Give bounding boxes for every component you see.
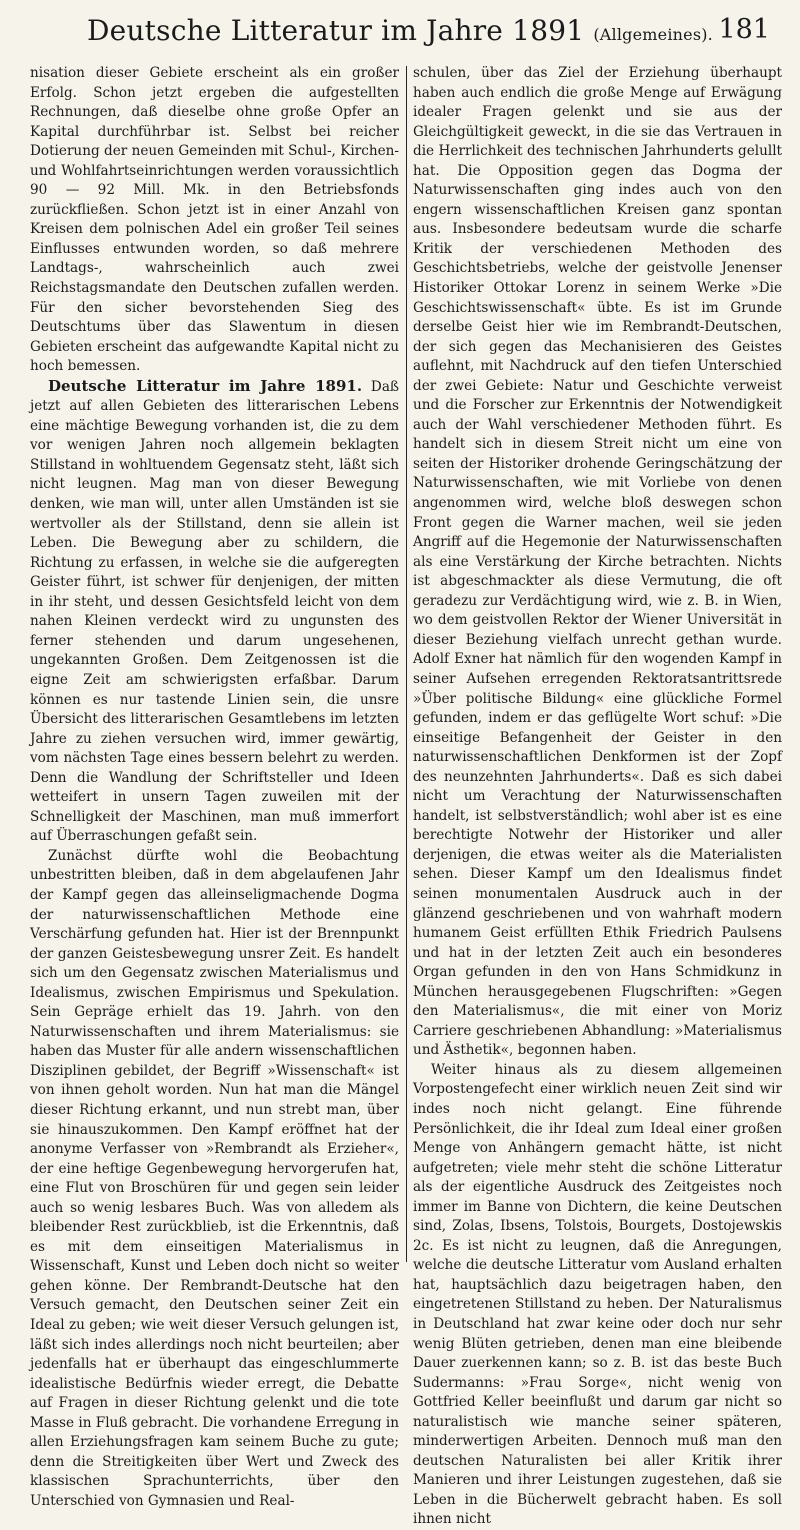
page-number: 181 [718, 14, 770, 45]
section-heading: Deutsche Litteratur im Jahre 1891. [48, 376, 363, 395]
column-divider [406, 66, 407, 1262]
running-header [30, 14, 770, 54]
section-paragraph [30, 377, 399, 847]
paragraph: Zunächst dürfte wohl die Beobachtung unbestritten bleiben, daß in dem abgelaufenen Jahr der Kampf gegen das alleinseligmachende Dogma der naturwissenschaftlichen Methode eine Verschärfung gefunden hat. Hier ist der Brennpunkt der ganzen Geistesbewegung unsrer Zeit. Es handelt sich um den Gegensatz zwischen Materialismus und Idealismus, zwischen Empirismus und Spekulation. Sein Gepräge erhielt das 19. Jahrh. von den Naturwissenschaften und ihrem Materialismus: sie haben das Muster für alle andern wissenschaftlichen Disziplinen gebildet, der Begriff »Wissenschaft« ist von ihnen geholt worden. Nun hat man die Mängel dieser Richtung erkannt, und nun strebt man, über sie hinauszukommen. Den Kampf eröffnet hat der anonyme Verfasser von »Rembrandt als Erzieher«, der eine heftige Gegenbewegung hervorgerufen hat, eine Flut von Broschüren für und gegen sein leider auch so wenig lesbares Buch. Was von alledem als bleibender Rest zurückblieb, ist die Erkenntnis, daß es mit dem einseitigen Materialismus in Wissenschaft, Kunst und Leben doch nicht so weiter gehen könne. Der Rembrandt-Deutsche hat den Versuch gemacht, den Deutschen seiner Zeit ein Ideal zu geben; wie weit dieser Versuch gelungen ist, läßt sich indes allerdings noch nicht beurteilen; aber jedenfalls hat er überhaupt das eingeschlummerte idealistische Bedürfnis wieder erregt, die Debatte auf Fragen in dieser Richtung gelenkt und die tote Masse in Fluß gebracht. Die vorhandene Erregung in allen Erziehungsfragen kam seinem Buche zu gute; denn die Streitigkeiten über Wert und Zweck des klassischen Sprachunterrichts, über den Unterschied von Gymnasien und Real- [30, 847, 399, 1509]
header-subtitle: (Allgemeines). [593, 25, 713, 44]
header-title-text: Deutsche Litteratur im Jahre 1891 [87, 14, 585, 47]
paragraph-text: Daß jetzt auf allen Gebieten des litterarischen Lebens eine mächtige Bewegung vorhanden ist, die zu dem vor wenigen Jahren noch allgemein beklagten Stillstand in wohltuendem Gegensatz steht, läßt sich nicht leugnen. Mag man von dieser Bewegung denken, wie man will, unter allen Umständen ist sie wertvoller als der Stillstand, denn sie allein ist Leben. Die Bewegung aber zu schildern, die Richtung zu erfassen, in welche sie die aufgeregten Geister führt, ist schwer für denjenigen, der mitten in ihr steht, und dessen Gesichtsfeld leicht von dem nahen Kleinen verdeckt wird zu ungunsten des ferner stehenden und darum ungesehenen, ungekannten Großen. Dem Zeitgenossen ist die eigne Zeit am schwierigsten erfaßbar. Darum können es nur tastende Linien sein, die unsre Übersicht des litterarischen Gesamtlebens im letzten Jahre zu ziehen versuchen wird, immer gewärtig, vom nächsten Tage eines bessern belehrt zu werden. Denn die Wandlung der Schriftsteller und Ideen wetteifert in unsern Tagen zuweilen mit der Schnelligkeit der Maschinen, man muß immerfort auf Überraschungen gefaßt sein. [30, 378, 400, 845]
paragraph: Weiter hinaus als zu diesem allgemeinen Vorpostengefecht einer wirklich neuen Zeit sind wir indes noch nicht gelangt. Eine führende Persönlichkeit, die ihr Ideal zum Ideal einer großen Menge von Anhängern gemacht hätte, ist nicht aufgetreten; viele mehr steht die schöne Litteratur als der eigentliche Ausdruck des Zeitgeistes noch immer im Banne von Dichtern, die keine Deutschen sind, Zolas, Ibsens, Tolstois, Bourgets, Dostojewskis 2c. Es ist nicht zu leugnen, daß die Anregungen, welche die deutsche Litteratur vom Ausland erhalten hat, hauptsächlich dazu beigetragen haben, den eingetretenen Stillstand zu heben. Der Naturalismus in Deutschland hat zwar keine oder doch nur sehr wenig Blüten getrieben, denen man eine bleibende Dauer zuerkennen kann; so z. B. ist das beste Buch Sudermanns: »Frau Sorge«, nicht wenig von Gottfried Keller beeinflußt und darum gar nicht so naturalistisch wie manche seiner späteren, minderwertigen Arbeiten. Dennoch muß man den deutschen Naturalisten bei aller Kritik ihrer Manieren und ihrer Leistungen zugestehen, daß sie Leben in die Bücherwelt gebracht haben. Es soll ihnen nicht [413, 1061, 782, 1528]
left-column [30, 64, 400, 1509]
header-title [87, 14, 713, 47]
right-column [413, 64, 782, 1528]
paragraph: nisation dieser Gebiete erscheint als ein großer Erfolg. Schon jetzt ergeben die aufgestellten Rechnungen, daß dieselbe ohne große Opfer an Kapital durchführbar ist. Selbst bei reicher Dotierung der neuen Gemeinden mit Schul-, Kirchen- und Wohlfahrtseinrichtungen werden voraussichtlich 90 — 92 Mill. Mk. in den Betriebsfonds zurückfließen. Schon jetzt ist in einer Anzahl von Kreisen dem polnischen Adel ein großer Teil seines Einflusses entwunden worden, so daß mehrere Landtags-, wahrscheinlich auch zwei Reichstagsmandate den Deutschen zufallen werden. Für den sicher bevorstehenden Sieg des Deutschtums über das Slawentum in diesen Gebieten erscheint das aufgewandte Kapital nicht zu hoch bemessen. [30, 65, 399, 375]
paragraph: schulen, über das Ziel der Erziehung überhaupt haben auch endlich die große Menge auf Erwägung idealer Fragen gelenkt und sie aus der Gleichgültigkeit geweckt, in die sie das Vertrauen in die Herrlichkeit des technischen Jahrhunderts gelullt hat. Die Opposition gegen das Dogma der Naturwissenschaften ging indes auch von den engern wissenschaftlichen Kreisen ganz spontan aus. Insbesondere bedeutsam wurde die scharfe Kritik der verschiedenen Methoden des Geschichtsbetriebs, welche der geistvolle Jenenser Historiker Ottokar Lorenz in seinem Werke »Die Geschichtswissenschaft« übte. Es ist im Grunde derselbe Geist hier wie im Rembrandt-Deutschen, der sich gegen das Mechanisieren des Geistes auflehnt, mit Nachdruck auf den tiefen Unterschied der zwei Gebiete: Natur und Geschichte verweist und die Forscher zur Erkenntnis der Notwendigkeit auch der Wahl verschiedener Methoden führt. Es handelt sich in diesem Streit nicht um eine von seiten der Historiker drohende Geringschätzung der Naturwissenschaften, wie mit Vorliebe von denen angenommen wird, welche bloß deswegen schon Front gegen die Warner machen, weil sie jeden Angriff auf die Hegemonie der Naturwissenschaften als eine Verstärkung der Kirche betrachten. Nichts ist abgeschmackter als diese Vermutung, die oft geradezu zur Verdächtigung wird, wie z. B. in Wien, wo dem geistvollen Rektor der Wiener Universität in dieser Beziehung vielfach unrecht gethan wurde. Adolf Exner hat nämlich für den wogenden Kampf in seiner Aufsehen erregenden Rektoratsantrittsrede »Über politische Bildung« eine glückliche Formel gefunden, indem er das geflügelte Wort schuf: »Die einseitige Befangenheit der Geister in den naturwissenschaftlichen Denkformen ist der Zopf des neunzehnten Jahrhunderts«. Daß es sich dabei nicht um Verachtung der Naturwissenschaften handelt, ist selbstverständlich; wohl aber ist es eine berechtigte Notwehr der Historiker und aller derjenigen, die etwas weiter als die Materialisten sehen. Dieser Kampf um den Idealismus findet seinen monumentalen Ausdruck auch in der glänzend geschriebenen und von wahrhaft modern humanem Geist erfüllten Ethik Friedrich Paulsens und hat in der letzten Zeit auch ein besonderes Organ gefunden in den von Hans Schmidkunz in München herausgegebenen Flugschriften: »Gegen den Materialismus«, die mit einer von Moriz Carriere geschriebenen Abhandlung: »Materialismus und Ästhetik«, begonnen haben. [413, 65, 782, 1059]
text-columns [30, 64, 782, 1528]
